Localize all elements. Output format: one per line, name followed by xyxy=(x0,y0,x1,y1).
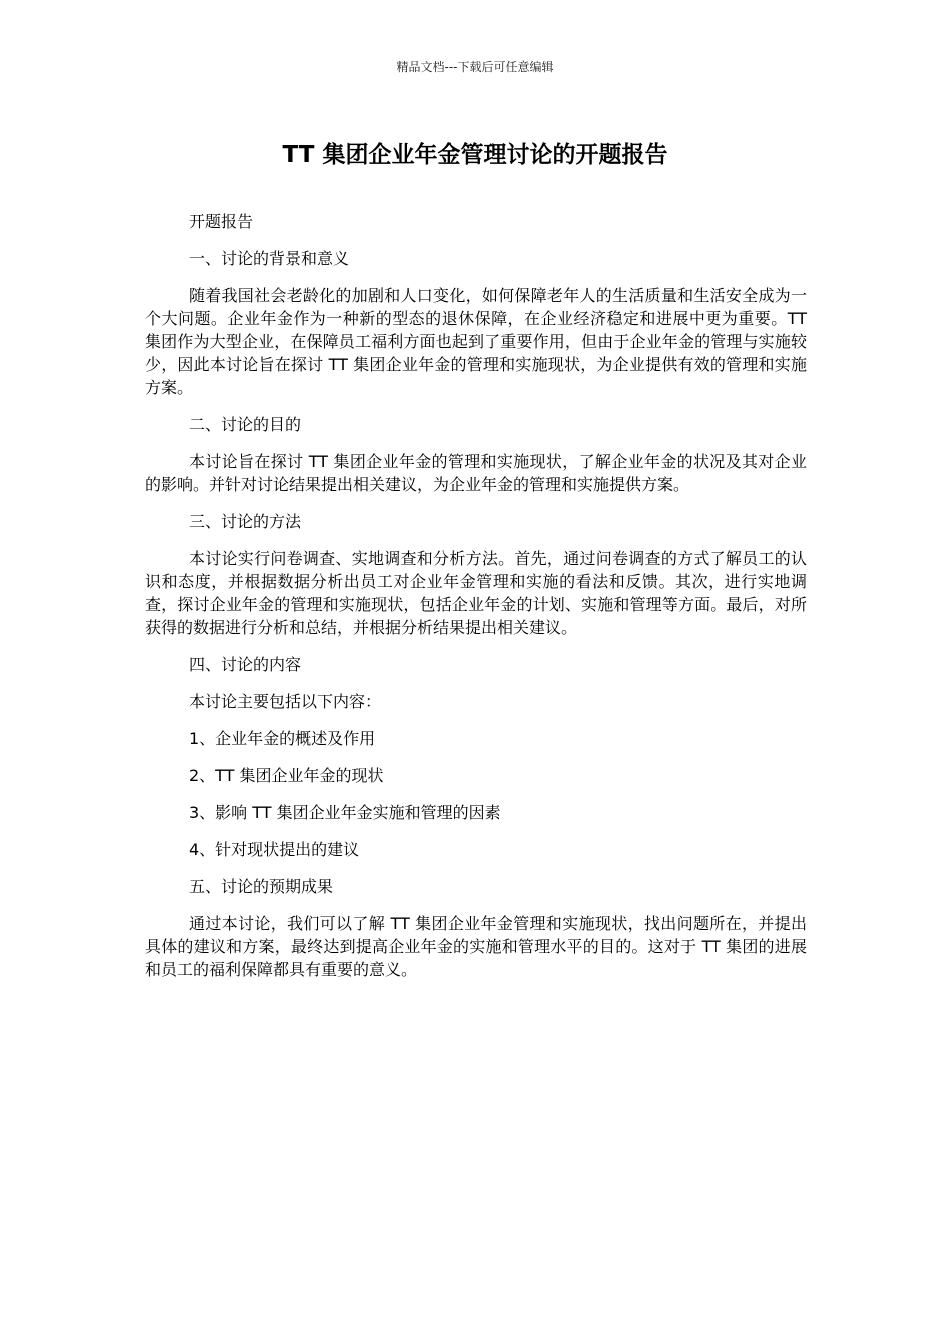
document-body xyxy=(145,210,807,995)
list-item: 3、影响 TT 集团企业年金实施和管理的因素 xyxy=(189,803,501,822)
list-item: 2、TT 集团企业年金的现状 xyxy=(189,766,384,785)
section-3-heading: 三、讨论的方法 xyxy=(189,512,302,531)
list-item: 1、企业年金的概述及作用 xyxy=(189,729,376,748)
section-4-heading: 四、讨论的内容 xyxy=(189,655,302,674)
section-2-heading: 二、讨论的目的 xyxy=(189,415,302,434)
section-3-paragraph: 本讨论实行问卷调查、实地调查和分析方法。首先，通过问卷调查的方式了解员工的认识和态度，并根据数据分析出员工对企业年金管理和实施的看法和反馈。其次，进行实地调查，探讨企业年金的管理和实施现状，包括企业年金的计划、实施和管理等方面。最后，对所获得的数据进行分析和总结，并根据分析结果提出相关建议。 xyxy=(145,549,807,637)
header-note: 精品文档---下载后可任意编辑 xyxy=(396,60,554,74)
document-title: TT 集团企业年金管理讨论的开题报告 xyxy=(282,142,668,168)
section-1-heading: 一、讨论的背景和意义 xyxy=(189,249,350,268)
section-4-intro: 本讨论主要包括以下内容： xyxy=(189,692,382,711)
opening-label: 开题报告 xyxy=(189,212,254,231)
section-5-heading: 五、讨论的预期成果 xyxy=(189,877,334,896)
section-2-paragraph: 本讨论旨在探讨 TT 集团企业年金的管理和实施现状，了解企业年金的状况及其对企业的影响。并针对讨论结果提出相关建议，为企业年金的管理和实施提供方案。 xyxy=(145,452,807,494)
list-item: 4、针对现状提出的建议 xyxy=(189,840,360,859)
section-1-paragraph: 随着我国社会老龄化的加剧和人口变化，如何保障老年人的生活质量和生活安全成为一个大问题。企业年金作为一种新的型态的退休保障，在企业经济稳定和进展中更为重要。TT 集团作为大型企业，在保障员工福利方面也起到了重要作用，但由于企业年金的管理与实施较少，因此本讨论旨在探讨 TT 集团企业年金的管理和实施现状，为企业提供有效的管理和实施方案。 xyxy=(145,286,807,397)
section-5-paragraph: 通过本讨论，我们可以了解 TT 集团企业年金管理和实施现状，找出问题所在，并提出具体的建议和方案，最终达到提高企业年金的实施和管理水平的目的。这对于 TT 集团的进展和员工的福利保障都具有重要的意义。 xyxy=(145,914,807,979)
